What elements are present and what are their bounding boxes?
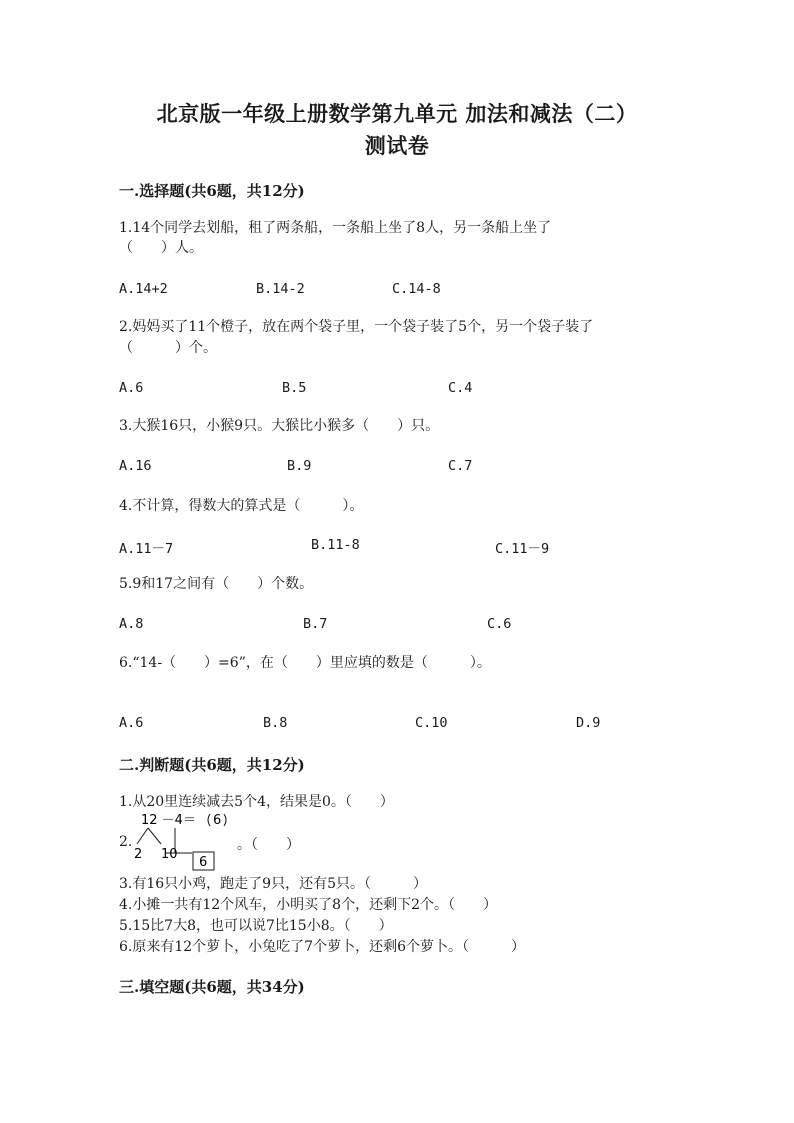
s1-q1-option-a: A.14+2	[119, 281, 168, 297]
section3-heading: 三.填空题(共6题，共34分)	[119, 978, 305, 996]
s1-q1-option-c: C.14-8	[392, 281, 441, 297]
s2-q5-text: 5.15比7大8，也可以说7比15小8。（ ）	[119, 918, 393, 934]
figure-branch-left	[137, 828, 148, 844]
s1-q6-option-d: D.9	[576, 715, 601, 731]
figure-right-paren	[224, 814, 226, 826]
s1-q3-text: 3.大猴16只，小猴9只。大猴比小猴多（ ）只。	[119, 418, 440, 434]
s1-q4-text: 4.不计算，得数大的算式是（ ）。	[119, 498, 364, 514]
s1-q5-text: 5.9和17之间有（ ）个数。	[119, 576, 314, 592]
s1-q2-option-a: A.6	[119, 380, 144, 396]
s1-q6-text: 6.“14-（ ）=6”，在（ ）里应填的数是（ ）。	[119, 655, 491, 671]
s1-q3-option-c: C.7	[448, 458, 473, 474]
figure-right-part: 10	[161, 847, 178, 862]
s1-q4-option-b: B.11-8	[311, 537, 360, 553]
s1-q5-option-c: C.6	[487, 616, 512, 632]
s2-q6-text: 6.原来有12个萝卜，小兔吃了7个萝卜，还剩6个萝卜。（ ）	[119, 939, 525, 955]
s1-q5-option-a: A.8	[119, 616, 144, 632]
s1-q3-option-b: B.9	[287, 458, 312, 474]
s2-q3-text: 3.有16只小鸡，跑走了9只，还有5只。（ ）	[119, 876, 427, 892]
s2-q2-suffix: 。（ ）	[237, 837, 300, 853]
figure-branch-right	[148, 828, 161, 844]
s1-q1-option-b: B.14-2	[256, 281, 305, 297]
figure-top-result: 6	[213, 813, 222, 828]
s1-q2-line2: （ ）个。	[119, 340, 217, 356]
decomposition-figure	[119, 812, 239, 872]
s1-q2-option-b: B.5	[282, 380, 307, 396]
s1-q5-option-b: B.7	[303, 616, 328, 632]
title-line-1: 北京版一年级上册数学第九单元 加法和减法（二）	[156, 101, 638, 126]
s1-q4-option-a: A.11－7	[119, 541, 174, 557]
title-line-2: 测试卷	[364, 133, 430, 158]
s1-q2-option-c: C.4	[448, 380, 473, 396]
s1-q6-option-a: A.6	[119, 715, 144, 731]
s1-q1-line2: （ ）人。	[119, 240, 203, 256]
figure-boxed-number: 6	[199, 855, 208, 870]
s2-q1-text: 1.从20里连续减去5个4，结果是0。（ ）	[119, 794, 394, 810]
section2-heading: 二.判断题(共6题，共12分)	[119, 756, 305, 774]
s1-q1-line1: 1.14个同学去划船，租了两条船，一条船上坐了8人，另一条船上坐了	[119, 220, 552, 236]
s1-q3-option-a: A.16	[119, 458, 152, 474]
s1-q6-option-c: C.10	[415, 715, 448, 731]
s2-q2-block	[119, 812, 329, 872]
s1-q6-option-b: B.8	[263, 715, 288, 731]
figure-left-paren	[208, 814, 210, 826]
s1-q2-line1: 2.妈妈买了11个橙子，放在两个袋子里，一个袋子装了5个，另一个袋子装了	[119, 319, 594, 335]
section1-heading: 一.选择题(共6题，共12分)	[119, 182, 305, 200]
figure-top-expression: 12 －4＝	[141, 813, 196, 828]
s2-q4-text: 4.小摊一共有12个风车，小明买了8个，还剩下2个。（ ）	[119, 897, 497, 913]
figure-left-part: 2	[134, 847, 143, 862]
s1-q4-option-c: C.11－9	[495, 541, 550, 557]
s2-q2-number: 2.	[119, 834, 133, 850]
